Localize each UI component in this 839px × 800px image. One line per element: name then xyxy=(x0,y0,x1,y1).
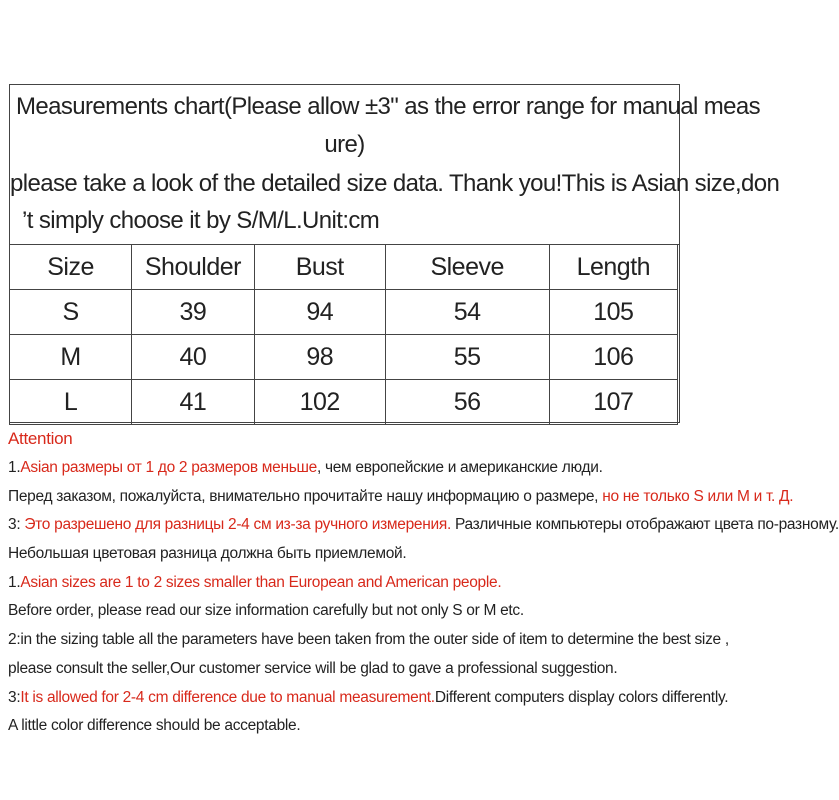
cell-shoulder: 39 xyxy=(132,290,255,335)
cell-bust: 98 xyxy=(254,335,385,380)
note-en-3: 2:in the sizing table all the parameters have been taken from the outer side of item to determine the best size , xyxy=(8,631,729,649)
note-text: , чем европейские и американские люди. xyxy=(316,459,603,476)
size-table xyxy=(9,244,678,425)
header-size: Size xyxy=(10,245,132,290)
cell-length: 107 xyxy=(549,380,677,425)
cell-shoulder: 41 xyxy=(132,380,255,425)
cell-sleeve: 56 xyxy=(385,380,549,425)
cell-length: 105 xyxy=(549,290,677,335)
note-highlight: но не только S или M и т. Д. xyxy=(602,487,794,505)
note-prefix: 1. xyxy=(8,573,21,591)
note-en-6: A little color difference should be acceptable. xyxy=(8,717,301,735)
header-length: Length xyxy=(549,245,677,290)
cell-sleeve: 54 xyxy=(385,290,549,335)
note-en-4: please consult the seller,Our customer service will be glad to gave a professional suggestion. xyxy=(8,659,618,677)
note-en-5 xyxy=(8,684,798,713)
measurements-chart xyxy=(9,84,780,423)
header-shoulder: Shoulder xyxy=(132,245,255,290)
note-prefix: 3: xyxy=(8,688,21,706)
table-header-row xyxy=(10,245,678,290)
note-ru-3 xyxy=(8,511,839,540)
note-highlight: Asian sizes are 1 to 2 sizes smaller than European and American people. xyxy=(20,573,502,591)
cell-size: S xyxy=(10,290,132,335)
attention-heading: Attention xyxy=(8,429,73,448)
table-row xyxy=(10,335,678,380)
cell-sleeve: 55 xyxy=(385,335,549,380)
header-bust: Bust xyxy=(254,245,385,290)
cell-length: 106 xyxy=(549,335,677,380)
note-prefix: 1. xyxy=(8,459,21,476)
note-en-1 xyxy=(8,569,798,598)
note-ru-4: Небольшая цветовая разница должна быть приемлемой. xyxy=(8,545,407,563)
table-row xyxy=(10,380,678,425)
note-text: Различные компьютеры отображают цвета по-разному. xyxy=(450,516,839,534)
header-sleeve: Sleeve xyxy=(385,245,549,290)
chart-header xyxy=(10,85,780,245)
table-row xyxy=(10,290,678,335)
size-notes xyxy=(8,428,839,741)
cell-bust: 94 xyxy=(254,290,385,335)
note-ru-2 xyxy=(8,483,798,512)
chart-title-line-1: Measurements chart(Please allow ±3" as the error range for manual meas xyxy=(16,93,761,120)
note-highlight: Asian размеры от 1 до 2 размеров меньше xyxy=(20,459,317,476)
chart-note-line-2: ’t simply choose it by S/M/L.Unit:cm xyxy=(22,207,380,234)
note-highlight: It is allowed for 2-4 cm difference due to manual measurement. xyxy=(20,688,435,706)
note-highlight: Это разрешено для разницы 2-4 см из-за ручного измерения. xyxy=(24,516,451,534)
note-ru-1 xyxy=(8,454,798,483)
note-text: Перед заказом, пожалуйста, внимательно прочитайте нашу информацию о размере, xyxy=(8,487,603,505)
cell-size: M xyxy=(10,335,132,380)
cell-shoulder: 40 xyxy=(132,335,255,380)
chart-title-line-2: ure) xyxy=(324,131,365,158)
note-prefix: 3: xyxy=(8,516,25,534)
note-text: Different computers display colors differently. xyxy=(434,688,729,706)
cell-size: L xyxy=(10,380,132,425)
cell-bust: 102 xyxy=(254,380,385,425)
note-en-2: Before order, please read our size information carefully but not only S or M etc. xyxy=(8,602,524,620)
chart-note-line-1: please take a look of the detailed size data. Thank you!This is Asian size,don xyxy=(10,170,780,197)
